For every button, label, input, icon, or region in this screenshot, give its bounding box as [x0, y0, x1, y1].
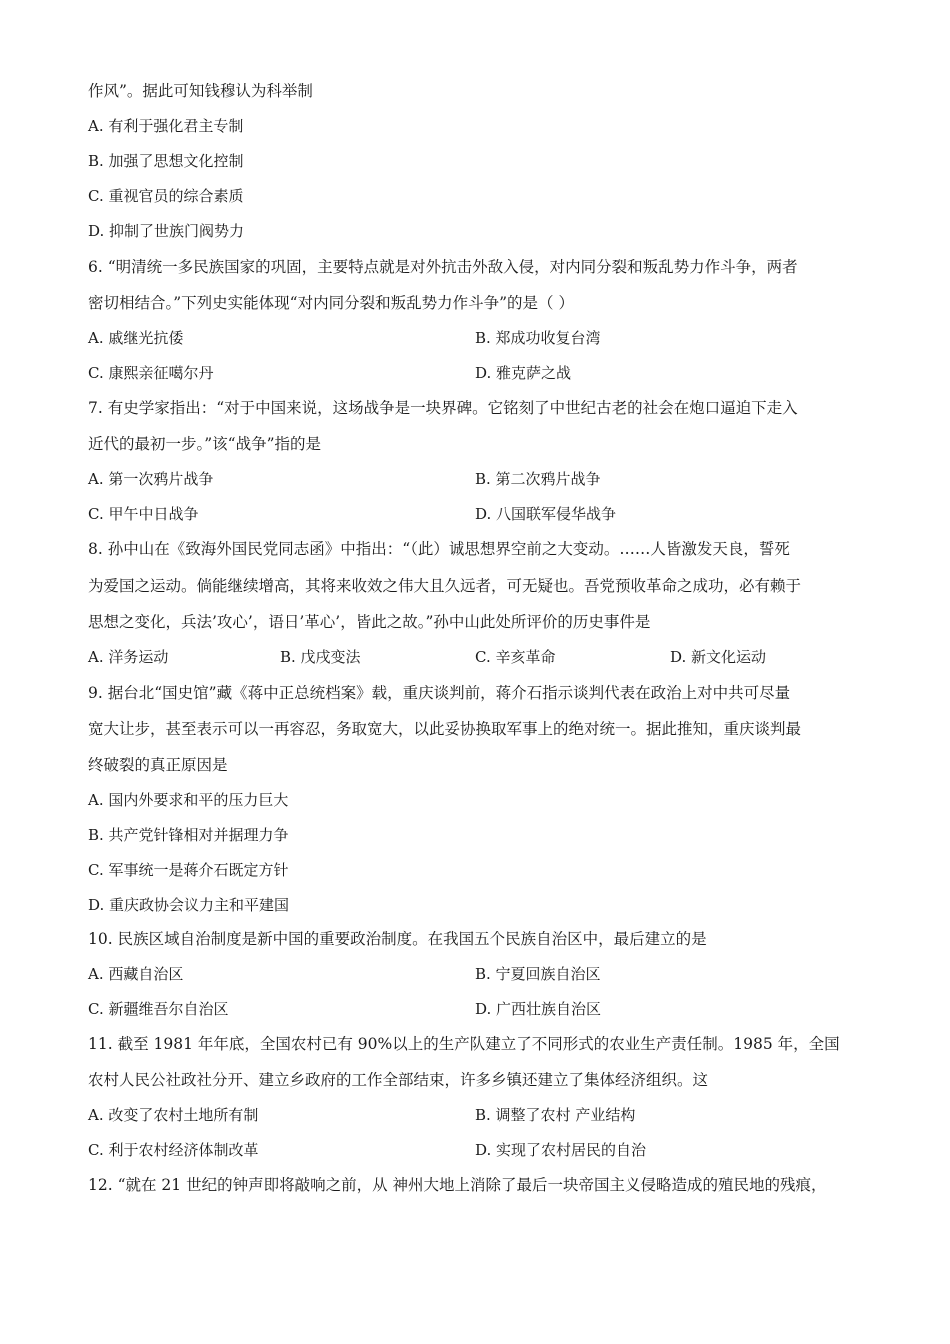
q9-stem-line1: 9. 据台北“国史馆”藏《蒋中正总统档案》载，重庆谈判前，蒋介石指示谈判代表在政治上对中共可尽量 — [88, 684, 791, 702]
q11-stem-line1: 11. 截至 1981 年年底，全国农村已有 90%以上的生产队建立了不同形式的农业生产责任制。1985 年，全国 — [88, 1035, 840, 1053]
q11-option-c: C. 利于农村经济体制改革 — [88, 1141, 259, 1159]
q5-option-a: A. 有利于强化君主专制 — [88, 117, 244, 135]
q7-stem-line2: 近代的最初一步。”该“战争”指的是 — [88, 435, 322, 453]
q7-option-a: A. 第一次鸦片战争 — [88, 470, 214, 488]
q8-stem-line3: 思想之变化，兵法’攻心’，语日’革心’，皆此之故。”孙中山此处所评价的历史事件是 — [88, 613, 651, 631]
q6-option-d: D. 雅克萨之战 — [475, 364, 572, 382]
q7-stem-line1: 7. 有史学家指出：“对于中国来说，这场战争是一块界碑。它铭刻了中世纪古老的社会在炮口逼迫下走入 — [88, 399, 798, 417]
q9-stem-line2: 宽大让步，甚至表示可以一再容忍，务取宽大，以此妥协换取军事上的绝对统一。据此推知，重庆谈判最 — [88, 720, 802, 738]
q11-stem-line2: 农村人民公社政社分开、建立乡政府的工作全部结束，许多乡镇还建立了集体经济组织。这 — [88, 1071, 709, 1089]
q5-option-b: B. 加强了思想文化控制 — [88, 152, 244, 170]
q9-option-d: D. 重庆政协会议力主和平建国 — [88, 896, 290, 914]
q10-option-c: C. 新疆维吾尔自治区 — [88, 1000, 229, 1018]
q10-option-a: A. 西藏自治区 — [88, 965, 184, 983]
q11-option-a: A. 改变了农村土地所有制 — [88, 1106, 259, 1124]
q8-option-b: B. 戊戌变法 — [280, 648, 361, 666]
q6-option-a: A. 戚继光抗倭 — [88, 329, 184, 347]
q10-option-b: B. 宁夏回族自治区 — [475, 965, 601, 983]
q8-option-d: D. 新文化运动 — [670, 648, 767, 666]
q8-option-a: A. 洋务运动 — [88, 648, 169, 666]
q9-option-a: A. 国内外要求和平的压力巨大 — [88, 791, 289, 809]
q5-option-c: C. 重视官员的综合素质 — [88, 187, 244, 205]
q7-option-d: D. 八国联军侵华战争 — [475, 505, 617, 523]
q8-stem-line1: 8. 孙中山在《致海外国民党同志函》中指出：“（此）诚思想界空前之大变动。……人皆激发天良，誓死 — [88, 540, 790, 558]
q5-option-d: D. 抑制了世族门阀势力 — [88, 222, 245, 240]
q6-option-b: B. 郑成功收复台湾 — [475, 329, 601, 347]
q10-stem-line1: 10. 民族区域自治制度是新中国的重要政治制度。在我国五个民族自治区中，最后建立的是 — [88, 930, 707, 948]
q12-stem-line1: 12. “就在 21 世纪的钟声即将敲响之前，从 神州大地上消除了最后一块帝国主义侵略造成的殖民地的残痕， — [88, 1176, 827, 1194]
q9-stem-line3: 终破裂的真正原因是 — [88, 756, 228, 774]
q11-option-b: B. 调整了农村 产业结构 — [475, 1106, 636, 1124]
q7-option-b: B. 第二次鸦片战争 — [475, 470, 601, 488]
q7-option-c: C. 甲午中日战争 — [88, 505, 199, 523]
q8-stem-line2: 为爱国之运动。倘能继续增高，其将来收效之伟大且久远者，可无疑也。吾党预收革命之成功，必有赖于 — [88, 577, 802, 595]
q11-option-d: D. 实现了农村居民的自治 — [475, 1141, 647, 1159]
q9-option-b: B. 共产党针锋相对并据理力争 — [88, 826, 289, 844]
q6-stem-line2: 密切相结合。”下列史实能体现“对内同分裂和叛乱势力作斗争”的是（ ） — [88, 294, 574, 312]
q8-option-c: C. 辛亥革命 — [475, 648, 556, 666]
q6-option-c: C. 康熙亲征噶尔丹 — [88, 364, 214, 382]
q10-option-d: D. 广西壮族自治区 — [475, 1000, 602, 1018]
q5-stem-tail: 作风”。据此可知钱穆认为科举制 — [88, 82, 313, 100]
q6-stem-line1: 6. “明清统一多民族国家的巩固，主要特点就是对外抗击外敌入侵，对内同分裂和叛乱势力作斗争，两者 — [88, 258, 798, 276]
q9-option-c: C. 军事统一是蒋介石既定方针 — [88, 861, 289, 879]
